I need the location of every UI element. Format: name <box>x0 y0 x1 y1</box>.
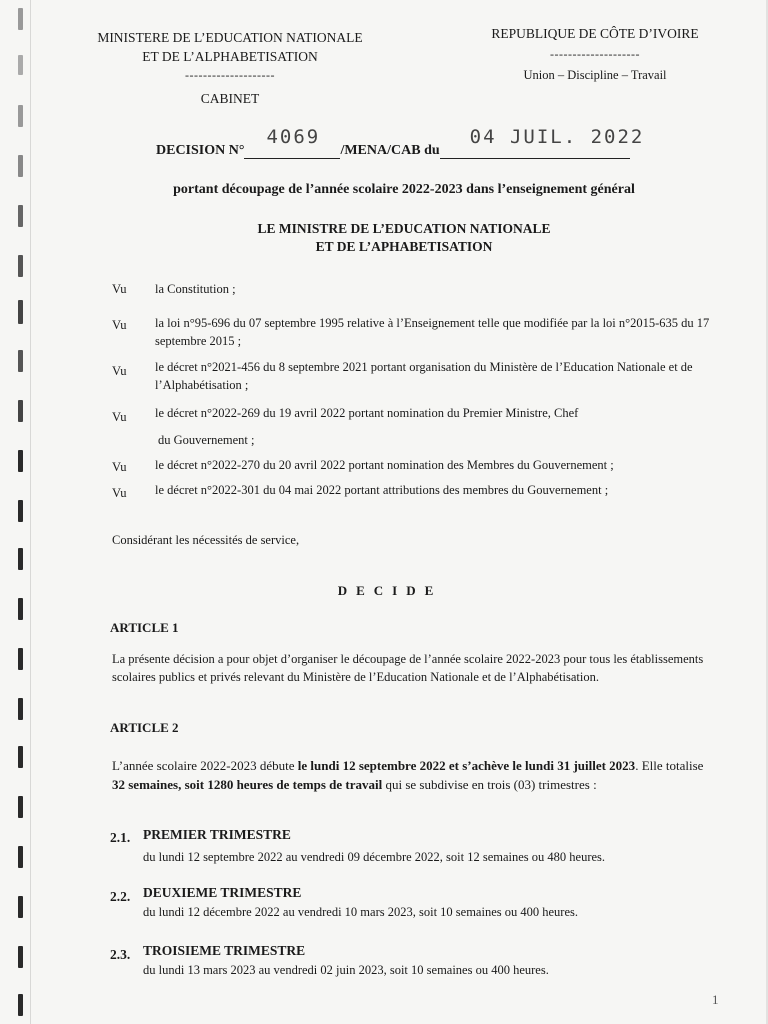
trimester-number: 2.3. <box>110 947 131 962</box>
decision-number-stamp: 4069 <box>266 126 321 148</box>
trimester-dates: du lundi 13 mars 2023 au vendredi 02 juin 2023, soit 10 semaines ou 400 heures. <box>143 963 549 977</box>
visa-label: Vu <box>112 410 127 424</box>
ministry-header <box>80 28 380 108</box>
visa-text-continuation: du Gouvernement ; <box>158 433 255 447</box>
trimester-number: 2.1. <box>110 830 131 845</box>
visa-label: Vu <box>112 364 127 378</box>
binder-holes <box>14 0 28 1024</box>
visa-text: le décret n°2022-269 du 19 avril 2022 portant nomination du Premier Ministre, Chef <box>155 406 579 420</box>
article-2-hours-emphasis: 32 semaines, soit 1280 heures de temps de travail <box>112 777 383 792</box>
visa-label: Vu <box>112 282 127 296</box>
article-2-text-part: L’année scolaire 2022-2023 débute <box>112 758 298 773</box>
visa-text: la Constitution ; <box>155 282 236 296</box>
header-separator-right: -------------------- <box>550 47 640 61</box>
decision-middle: /MENA/CAB du <box>340 143 440 158</box>
trimester-title: TROISIEME TRIMESTRE <box>143 943 306 958</box>
national-motto: Union – Discipline – Travail <box>523 68 667 82</box>
republic-name: REPUBLIQUE DE CÔTE D’IVOIRE <box>491 26 699 41</box>
decision-date-stamp: 04 JUIL. 2022 <box>469 126 645 148</box>
authority-line2: ET DE L’APHABETISATION <box>315 239 493 254</box>
article-1-text: La présente décision a pour objet d’organiser le découpage de l’année scolaire 2022-2023 pour tous les établissements scolaires publics et privés relevant du Ministère de l’Education Nationale et de l’Alphabétisation. <box>112 652 704 684</box>
decision-subtitle: portant découpage de l’année scolaire 2022-2023 dans l’enseignement général <box>173 182 635 197</box>
cabinet-label: CABINET <box>200 91 260 106</box>
visa-text: le décret n°2022-270 du 20 avril 2022 portant nomination des Membres du Gouvernement ; <box>155 458 614 472</box>
article-2-text-part: qui se subdivise en trois (03) trimestres : <box>382 777 597 792</box>
article-1-title: ARTICLE 1 <box>110 620 179 635</box>
trimester-title: DEUXIEME TRIMESTRE <box>143 885 302 900</box>
header-separator-left: -------------------- <box>185 68 275 82</box>
decision-prefix: DECISION N° <box>156 143 245 158</box>
decision-reference <box>156 126 656 159</box>
authority-heading <box>0 220 768 256</box>
visa-label: Vu <box>112 460 127 474</box>
visa-text: le décret n°2022-301 du 04 mai 2022 portant attributions des membres du Gouvernement ; <box>155 483 609 497</box>
article-2-title: ARTICLE 2 <box>110 720 179 735</box>
decide-heading: DECIDE <box>337 583 443 598</box>
considering-clause: Considérant les nécessités de service, <box>112 533 300 547</box>
visa-label: Vu <box>112 486 127 500</box>
trimester-title: PREMIER TRIMESTRE <box>143 827 291 842</box>
trimester-number: 2.2. <box>110 889 131 904</box>
article-2-dates-emphasis: le lundi 12 septembre 2022 et s’achève le lundi 31 juillet 2023 <box>297 758 636 773</box>
trimester-dates: du lundi 12 décembre 2022 au vendredi 10 mars 2023, soit 10 semaines ou 400 heures. <box>143 905 578 919</box>
authority-line1: LE MINISTRE DE L’EDUCATION NATIONALE <box>257 221 551 236</box>
article-2-text <box>112 756 707 794</box>
page-number: 1 <box>712 992 719 1007</box>
decision-date-blank <box>440 126 645 159</box>
visa-label: Vu <box>112 318 127 332</box>
visa-text: la loi n°95-696 du 07 septembre 1995 relative à l’Enseignement telle que modifiée par la loi n°2015-635 du 17 septembre 2015 ; <box>155 316 710 348</box>
republic-header <box>470 24 720 85</box>
decision-number-blank <box>244 126 340 159</box>
page-edge-line <box>30 0 31 1024</box>
trimester-dates: du lundi 12 septembre 2022 au vendredi 09 décembre 2022, soit 12 semaines ou 480 heures. <box>143 850 606 864</box>
visa-text: le décret n°2021-456 du 8 septembre 2021 portant organisation du Ministère de l’Education Nationale et de l’Alphabétisation ; <box>155 360 693 392</box>
ministry-name-line2: ET DE L’ALPHABETISATION <box>142 49 318 64</box>
article-2-text-part: . Elle totalise <box>635 758 704 773</box>
ministry-name-line1: MINISTERE DE L’EDUCATION NATIONALE <box>97 30 363 45</box>
